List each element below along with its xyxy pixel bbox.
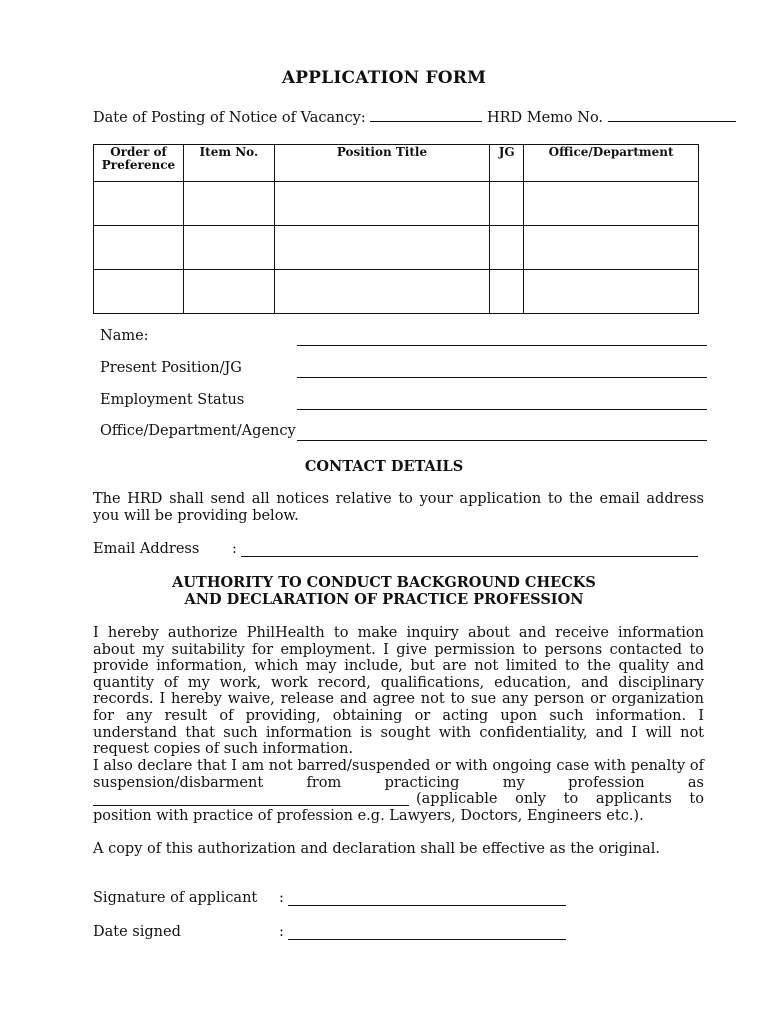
employment-status-label: Employment Status bbox=[100, 392, 245, 408]
signature-colon: : bbox=[279, 890, 284, 906]
hrd-memo-label: HRD Memo No. bbox=[486, 110, 604, 126]
posting-date-label: Date of Posting of Notice of Vacancy: bbox=[93, 110, 366, 126]
date-signed-colon: : bbox=[279, 924, 284, 940]
posting-line bbox=[93, 107, 736, 126]
office-label: Office/Department/Agency bbox=[100, 423, 296, 439]
table-cell[interactable] bbox=[490, 270, 524, 314]
column-header-item-no: Item No. bbox=[183, 145, 274, 182]
name-field[interactable] bbox=[297, 331, 707, 346]
declaration-paragraph-start: I also declare that I am not barred/suspended or with ongoing case with penalty of suspension/disbarment from practicing my profession as bbox=[93, 758, 704, 791]
table-row bbox=[94, 270, 699, 314]
table-cell[interactable] bbox=[490, 182, 524, 226]
table-cell[interactable] bbox=[274, 270, 489, 314]
preference-table bbox=[93, 144, 699, 314]
table-cell[interactable] bbox=[94, 226, 184, 270]
present-position-field[interactable] bbox=[297, 363, 707, 378]
name-label: Name: bbox=[100, 328, 149, 344]
posting-date-field[interactable] bbox=[370, 107, 482, 122]
table-cell[interactable] bbox=[94, 270, 184, 314]
table-cell[interactable] bbox=[524, 226, 699, 270]
column-header-order: Order of Preference bbox=[94, 145, 184, 182]
authority-heading-line2: AND DECLARATION OF PRACTICE PROFESSION bbox=[184, 591, 584, 608]
table-header-row bbox=[94, 145, 699, 182]
form-title: APPLICATION FORM bbox=[281, 68, 487, 88]
declaration-paragraph-end: (applicable only to applicants to position with practice of profession e.g. Lawyers, Doctors, Engineers etc.). bbox=[93, 791, 704, 824]
email-colon: : bbox=[232, 541, 237, 557]
table-cell[interactable] bbox=[524, 182, 699, 226]
authority-paragraph: I hereby authorize PhilHealth to make inquiry about and receive information about my suitability for employment. I give permission to persons contacted to provide information, which may include, but are not limited to the quality and quantity of my work, work record, qualifications, education, and disciplinary records. I hereby waive, release and agree not to sue any person or organization for any result of providing, obtaining or acting upon such information. I understand that such information is sought with confidentiality, and I will not request copies of such information. bbox=[93, 625, 704, 758]
table-cell[interactable] bbox=[490, 226, 524, 270]
signature-label: Signature of applicant bbox=[93, 890, 258, 906]
column-header-position-title: Position Title bbox=[274, 145, 489, 182]
present-position-label: Present Position/JG bbox=[100, 360, 242, 376]
email-label: Email Address bbox=[93, 541, 200, 557]
office-field[interactable] bbox=[297, 426, 707, 441]
column-header-office: Office/Department bbox=[524, 145, 699, 182]
table-cell[interactable] bbox=[524, 270, 699, 314]
table-cell[interactable] bbox=[183, 226, 274, 270]
table-cell[interactable] bbox=[183, 182, 274, 226]
date-signed-label: Date signed bbox=[93, 924, 181, 940]
table-cell[interactable] bbox=[274, 226, 489, 270]
effectivity-paragraph: A copy of this authorization and declaration shall be effective as the original. bbox=[93, 841, 661, 857]
contact-details-text: The HRD shall send all notices relative to your application to the email address you will be providing below. bbox=[93, 491, 704, 524]
column-header-jg: JG bbox=[490, 145, 524, 182]
table-row bbox=[94, 226, 699, 270]
authority-heading-line1: AUTHORITY TO CONDUCT BACKGROUND CHECKS bbox=[172, 574, 596, 591]
date-signed-field[interactable] bbox=[288, 925, 566, 940]
email-field[interactable] bbox=[241, 542, 698, 557]
contact-details-heading: CONTACT DETAILS bbox=[304, 458, 464, 475]
hrd-memo-field[interactable] bbox=[608, 107, 736, 122]
signature-field[interactable] bbox=[288, 891, 566, 906]
table-cell[interactable] bbox=[274, 182, 489, 226]
table-cell[interactable] bbox=[183, 270, 274, 314]
table-row bbox=[94, 182, 699, 226]
employment-status-field[interactable] bbox=[297, 395, 707, 410]
table-cell[interactable] bbox=[94, 182, 184, 226]
